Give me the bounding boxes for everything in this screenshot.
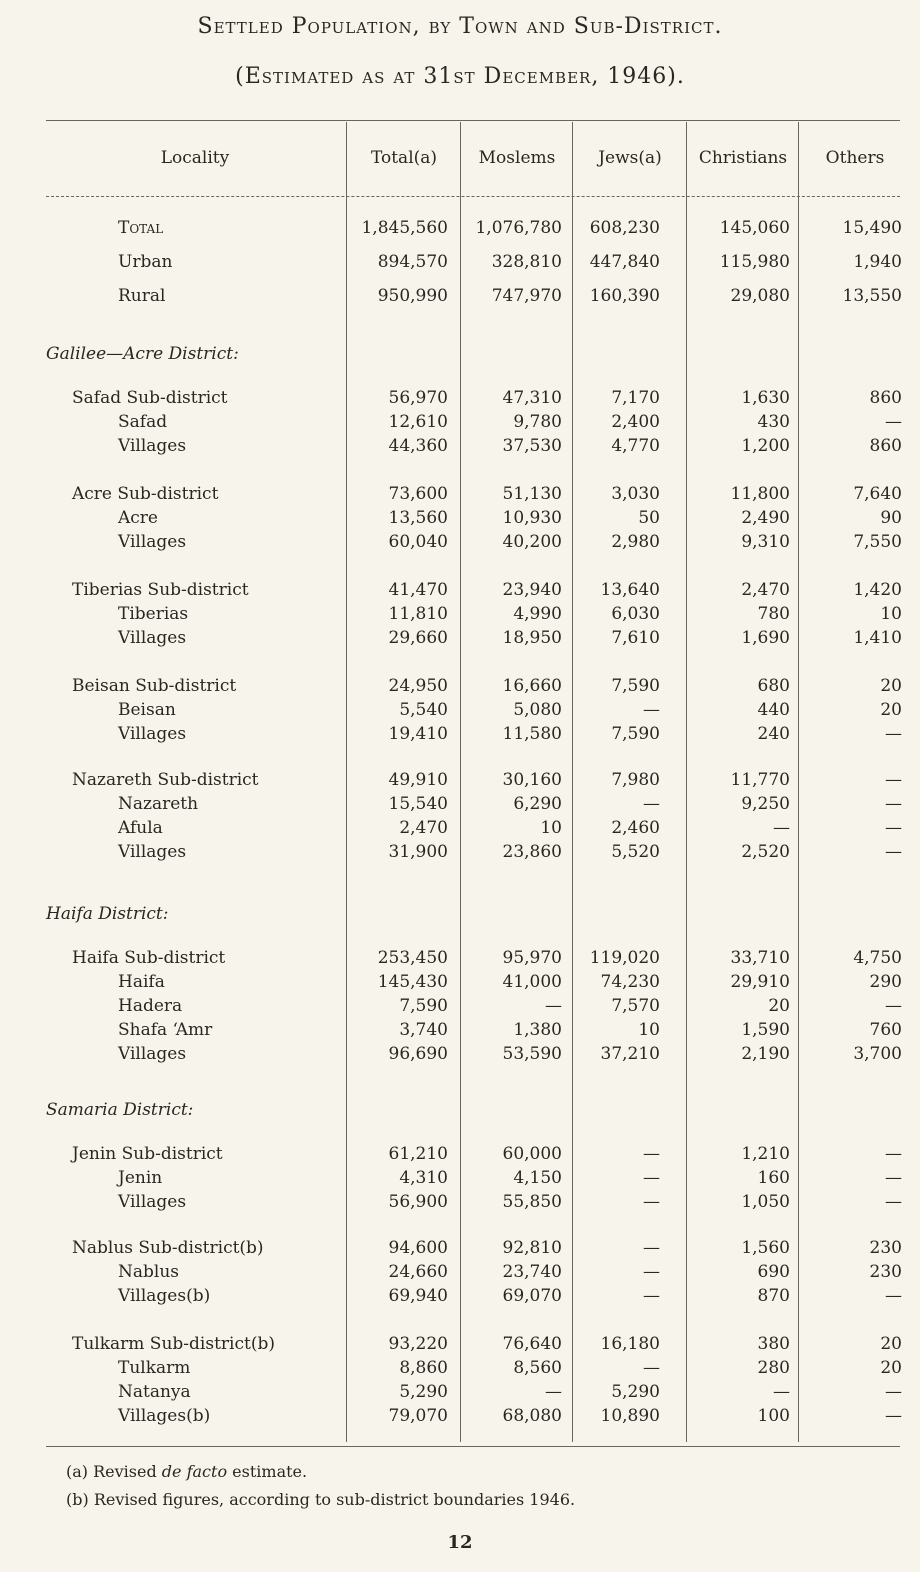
others-cell: —: [885, 724, 902, 744]
footnote-a-prefix: (a) Revised: [66, 1462, 162, 1481]
locality-label: Urban: [118, 252, 173, 272]
christians-cell: 100: [757, 1406, 790, 1426]
table-row: [0, 700, 920, 724]
others-cell: 20: [880, 676, 902, 696]
table-row: [0, 1044, 920, 1068]
others-cell: 230: [869, 1238, 902, 1258]
locality-label: Villages: [118, 436, 187, 456]
moslems-cell: 16,660: [502, 676, 562, 696]
locality-label: Tulkarm: [118, 1358, 191, 1378]
locality-label: Samaria District:: [46, 1100, 194, 1120]
moslems-cell: 41,000: [502, 972, 562, 992]
locality-label: Nazareth: [118, 794, 199, 814]
locality-label: Afula: [118, 818, 163, 838]
jews-cell: —: [643, 1238, 660, 1258]
locality-label: Safad Sub-district: [72, 388, 228, 408]
moslems-cell: 51,130: [502, 484, 562, 504]
locality-label: Villages: [118, 842, 187, 862]
moslems-cell: 47,310: [502, 388, 562, 408]
table-row: [0, 1406, 920, 1430]
others-cell: 13,550: [842, 286, 902, 306]
total-cell: 96,690: [388, 1044, 448, 1064]
moslems-cell: 18,950: [502, 628, 562, 648]
christians-cell: 780: [757, 604, 790, 624]
moslems-cell: 53,590: [502, 1044, 562, 1064]
total-cell: 41,470: [388, 580, 448, 600]
total-cell: 56,900: [388, 1192, 448, 1212]
table-row: [0, 770, 920, 794]
others-cell: 1,420: [853, 580, 902, 600]
table-row: [0, 412, 920, 436]
christians-cell: 1,200: [741, 436, 790, 456]
locality-label: Total: [118, 218, 164, 238]
jews-cell: 7,170: [611, 388, 660, 408]
moslems-cell: —: [545, 1382, 562, 1402]
moslems-cell: 23,940: [502, 580, 562, 600]
others-cell: 1,410: [853, 628, 902, 648]
moslems-cell: 11,580: [502, 724, 562, 744]
table-row: [0, 436, 920, 460]
jews-cell: 4,770: [611, 436, 660, 456]
table-row: [0, 676, 920, 700]
locality-label: Jenin: [118, 1168, 163, 1188]
others-cell: —: [885, 1406, 902, 1426]
locality-label: Beisan: [118, 700, 176, 720]
total-cell: 93,220: [388, 1334, 448, 1354]
moslems-cell: 40,200: [502, 532, 562, 552]
christians-cell: 1,560: [741, 1238, 790, 1258]
footnote-a-suffix: estimate.: [227, 1462, 308, 1481]
jews-cell: —: [643, 1358, 660, 1378]
table-row: [0, 286, 920, 310]
table-row: [0, 794, 920, 818]
moslems-cell: 95,970: [502, 948, 562, 968]
locality-label: Nablus Sub-district(b): [72, 1238, 264, 1258]
christians-cell: 870: [757, 1286, 790, 1306]
jews-cell: 37,210: [600, 1044, 660, 1064]
table-row: [0, 580, 920, 604]
page-number: 12: [447, 1532, 473, 1553]
jews-cell: 5,290: [611, 1382, 660, 1402]
christians-cell: 33,710: [730, 948, 790, 968]
table-row: [0, 842, 920, 866]
table-row: [0, 1286, 920, 1310]
others-cell: —: [885, 794, 902, 814]
others-cell: 7,550: [853, 532, 902, 552]
jews-cell: 608,230: [589, 218, 660, 238]
column-header-locality: Locality: [160, 148, 230, 168]
total-cell: 3,740: [399, 1020, 448, 1040]
district-heading: [0, 1100, 920, 1124]
total-cell: 44,360: [388, 436, 448, 456]
others-cell: —: [885, 1192, 902, 1212]
moslems-cell: 92,810: [502, 1238, 562, 1258]
others-cell: 1,940: [853, 252, 902, 272]
column-header-total: Total(a): [370, 148, 438, 168]
total-cell: 19,410: [388, 724, 448, 744]
jews-cell: —: [643, 700, 660, 720]
others-cell: 10: [880, 604, 902, 624]
moslems-cell: 6,290: [513, 794, 562, 814]
table-row: [0, 1358, 920, 1382]
moslems-cell: 328,810: [491, 252, 562, 272]
others-cell: 230: [869, 1262, 902, 1282]
total-cell: 13,560: [388, 508, 448, 528]
jews-cell: 2,460: [611, 818, 660, 838]
moslems-cell: 1,076,780: [475, 218, 562, 238]
footnote-b: (b) Revised figures, according to sub-district boundaries 1946.: [66, 1490, 576, 1509]
others-cell: 860: [869, 436, 902, 456]
jews-cell: —: [643, 1192, 660, 1212]
total-cell: 5,540: [399, 700, 448, 720]
locality-label: Hadera: [118, 996, 183, 1016]
table-row: [0, 1262, 920, 1286]
christians-cell: 2,190: [741, 1044, 790, 1064]
total-cell: 31,900: [388, 842, 448, 862]
moslems-cell: 76,640: [502, 1334, 562, 1354]
total-cell: 15,540: [388, 794, 448, 814]
moslems-cell: 9,780: [513, 412, 562, 432]
christians-cell: 29,910: [730, 972, 790, 992]
page-subtitle: (Estimated as at 31st December, 1946).: [235, 64, 685, 89]
total-cell: 61,210: [388, 1144, 448, 1164]
christians-cell: 240: [757, 724, 790, 744]
jews-cell: 7,610: [611, 628, 660, 648]
jews-cell: 50: [638, 508, 660, 528]
moslems-cell: 4,990: [513, 604, 562, 624]
locality-label: Villages: [118, 1044, 187, 1064]
total-cell: 8,860: [399, 1358, 448, 1378]
christians-cell: 430: [757, 412, 790, 432]
moslems-cell: 69,070: [502, 1286, 562, 1306]
christians-cell: 11,800: [730, 484, 790, 504]
jews-cell: 16,180: [600, 1334, 660, 1354]
moslems-cell: 10,930: [502, 508, 562, 528]
christians-cell: 280: [757, 1358, 790, 1378]
locality-label: Villages(b): [118, 1406, 211, 1426]
christians-cell: —: [773, 1382, 790, 1402]
jews-cell: 7,980: [611, 770, 660, 790]
table-row: [0, 1382, 920, 1406]
jews-cell: 10: [638, 1020, 660, 1040]
others-cell: 7,640: [853, 484, 902, 504]
locality-label: Villages: [118, 628, 187, 648]
others-cell: —: [885, 770, 902, 790]
christians-cell: 1,050: [741, 1192, 790, 1212]
christians-cell: 1,630: [741, 388, 790, 408]
table-row: [0, 218, 920, 242]
jews-cell: 3,030: [611, 484, 660, 504]
locality-label: Safad: [118, 412, 168, 432]
jews-cell: 7,590: [611, 724, 660, 744]
column-header-jews: Jews(a): [598, 148, 662, 168]
total-cell: 73,600: [388, 484, 448, 504]
locality-label: Shafa ‘Amr: [118, 1020, 213, 1040]
footnote-a-italic: de facto: [161, 1462, 228, 1481]
others-cell: 20: [880, 1358, 902, 1378]
moslems-cell: 23,740: [502, 1262, 562, 1282]
locality-label: Nazareth Sub-district: [72, 770, 259, 790]
locality-label: Natanya: [118, 1382, 191, 1402]
others-cell: 3,700: [853, 1044, 902, 1064]
moslems-cell: 60,000: [502, 1144, 562, 1164]
jews-cell: 6,030: [611, 604, 660, 624]
total-cell: 1,845,560: [361, 218, 448, 238]
others-cell: —: [885, 412, 902, 432]
moslems-cell: 4,150: [513, 1168, 562, 1188]
total-cell: 94,600: [388, 1238, 448, 1258]
total-cell: 7,590: [399, 996, 448, 1016]
locality-label: Villages: [118, 1192, 187, 1212]
table-row: [0, 818, 920, 842]
others-cell: —: [885, 1168, 902, 1188]
christians-cell: 115,980: [719, 252, 790, 272]
district-heading: [0, 344, 920, 368]
others-cell: —: [885, 842, 902, 862]
jews-cell: 10,890: [600, 1406, 660, 1426]
others-cell: 15,490: [842, 218, 902, 238]
table-row: [0, 972, 920, 996]
total-cell: 79,070: [388, 1406, 448, 1426]
total-cell: 894,570: [377, 252, 448, 272]
christians-cell: 690: [757, 1262, 790, 1282]
jews-cell: 2,400: [611, 412, 660, 432]
others-cell: 20: [880, 1334, 902, 1354]
others-cell: 290: [869, 972, 902, 992]
column-header-moslems: Moslems: [478, 148, 556, 168]
column-header-others: Others: [825, 148, 885, 168]
locality-label: Villages: [118, 724, 187, 744]
moslems-cell: 37,530: [502, 436, 562, 456]
moslems-cell: —: [545, 996, 562, 1016]
locality-label: Haifa Sub-district: [72, 948, 226, 968]
others-cell: —: [885, 818, 902, 838]
jews-cell: 160,390: [589, 286, 660, 306]
others-cell: 20: [880, 700, 902, 720]
total-cell: 24,660: [388, 1262, 448, 1282]
locality-label: Galilee—Acre District:: [46, 344, 239, 364]
jews-cell: 119,020: [589, 948, 660, 968]
jews-cell: 447,840: [589, 252, 660, 272]
table-row: [0, 1192, 920, 1216]
locality-label: Tiberias Sub-district: [72, 580, 249, 600]
jews-cell: —: [643, 1286, 660, 1306]
locality-label: Villages: [118, 532, 187, 552]
christians-cell: 20: [768, 996, 790, 1016]
locality-label: Jenin Sub-district: [72, 1144, 223, 1164]
others-cell: 860: [869, 388, 902, 408]
locality-label: Haifa: [118, 972, 165, 992]
jews-cell: 7,590: [611, 676, 660, 696]
table-row: [0, 508, 920, 532]
jews-cell: 74,230: [600, 972, 660, 992]
table-row: [0, 1144, 920, 1168]
locality-label: Tulkarm Sub-district(b): [72, 1334, 275, 1354]
christians-cell: 11,770: [730, 770, 790, 790]
christians-cell: 440: [757, 700, 790, 720]
table-row: [0, 1334, 920, 1358]
page-title: Settled Population, by Town and Sub-District.: [197, 14, 723, 39]
district-heading: [0, 904, 920, 928]
table-row: [0, 724, 920, 748]
total-cell: 4,310: [399, 1168, 448, 1188]
christians-cell: 160: [757, 1168, 790, 1188]
jews-cell: 2,980: [611, 532, 660, 552]
moslems-cell: 10: [540, 818, 562, 838]
jews-cell: —: [643, 1144, 660, 1164]
christians-cell: 1,210: [741, 1144, 790, 1164]
locality-label: Rural: [118, 286, 166, 306]
total-cell: 60,040: [388, 532, 448, 552]
christians-cell: 1,690: [741, 628, 790, 648]
total-cell: 24,950: [388, 676, 448, 696]
christians-cell: 2,520: [741, 842, 790, 862]
others-cell: —: [885, 1144, 902, 1164]
others-cell: —: [885, 1382, 902, 1402]
christians-cell: 9,310: [741, 532, 790, 552]
moslems-cell: 8,560: [513, 1358, 562, 1378]
others-cell: 4,750: [853, 948, 902, 968]
total-cell: 253,450: [377, 948, 448, 968]
moslems-cell: 55,850: [502, 1192, 562, 1212]
total-cell: 11,810: [388, 604, 448, 624]
jews-cell: —: [643, 1168, 660, 1188]
christians-cell: 29,080: [730, 286, 790, 306]
total-cell: 69,940: [388, 1286, 448, 1306]
moslems-cell: 23,860: [502, 842, 562, 862]
total-cell: 2,470: [399, 818, 448, 838]
table-row: [0, 484, 920, 508]
christians-cell: —: [773, 818, 790, 838]
table-row: [0, 628, 920, 652]
total-cell: 145,430: [377, 972, 448, 992]
locality-label: Villages(b): [118, 1286, 211, 1306]
table-row: [0, 1020, 920, 1044]
moslems-cell: 1,380: [513, 1020, 562, 1040]
total-cell: 56,970: [388, 388, 448, 408]
moslems-cell: 747,970: [491, 286, 562, 306]
total-cell: 5,290: [399, 1382, 448, 1402]
moslems-cell: 68,080: [502, 1406, 562, 1426]
moslems-cell: 30,160: [502, 770, 562, 790]
others-cell: —: [885, 1286, 902, 1306]
christians-cell: 380: [757, 1334, 790, 1354]
table-row: [0, 532, 920, 556]
table-row: [0, 388, 920, 412]
table-row: [0, 1168, 920, 1192]
christians-cell: 9,250: [741, 794, 790, 814]
locality-label: Acre Sub-district: [72, 484, 219, 504]
others-cell: —: [885, 996, 902, 1016]
locality-label: Beisan Sub-district: [72, 676, 237, 696]
footnote-a: [66, 1462, 307, 1481]
locality-label: Acre: [118, 508, 158, 528]
christians-cell: 680: [757, 676, 790, 696]
jews-cell: 5,520: [611, 842, 660, 862]
jews-cell: —: [643, 1262, 660, 1282]
table-row: [0, 1238, 920, 1262]
total-cell: 12,610: [388, 412, 448, 432]
table-row: [0, 948, 920, 972]
total-cell: 49,910: [388, 770, 448, 790]
locality-label: Tiberias: [118, 604, 189, 624]
total-cell: 950,990: [377, 286, 448, 306]
christians-cell: 1,590: [741, 1020, 790, 1040]
locality-label: Nablus: [118, 1262, 180, 1282]
column-header-christians: Christians: [698, 148, 788, 168]
table-row: [0, 604, 920, 628]
jews-cell: 13,640: [600, 580, 660, 600]
jews-cell: —: [643, 794, 660, 814]
moslems-cell: 5,080: [513, 700, 562, 720]
others-cell: 760: [869, 1020, 902, 1040]
christians-cell: 2,470: [741, 580, 790, 600]
christians-cell: 2,490: [741, 508, 790, 528]
locality-label: Haifa District:: [46, 904, 169, 924]
table-row: [0, 252, 920, 276]
total-cell: 29,660: [388, 628, 448, 648]
others-cell: 90: [880, 508, 902, 528]
table-row: [0, 996, 920, 1020]
christians-cell: 145,060: [719, 218, 790, 238]
jews-cell: 7,570: [611, 996, 660, 1016]
